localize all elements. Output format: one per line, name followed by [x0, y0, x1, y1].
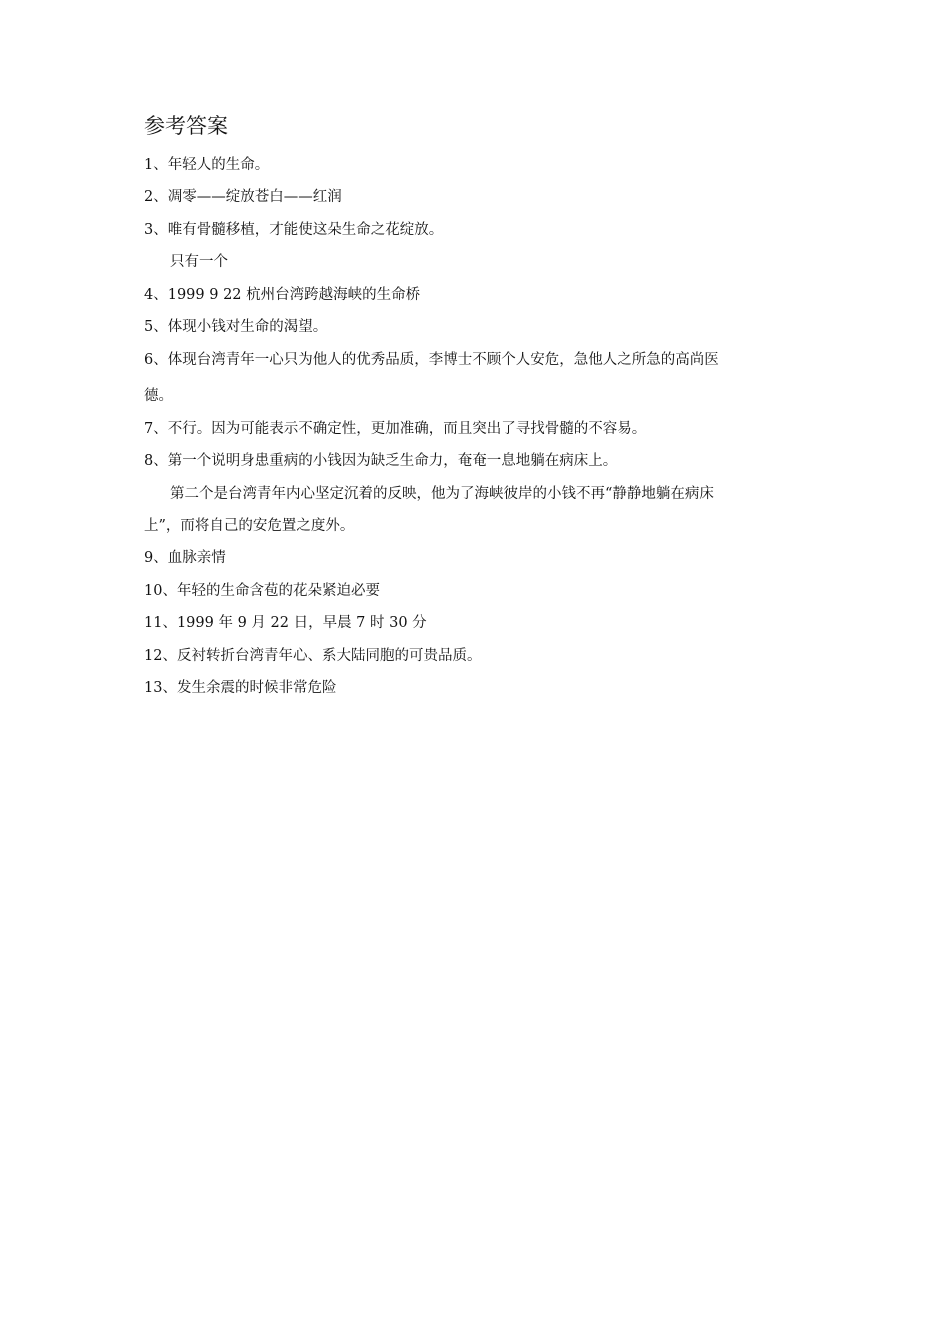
answer-12: 12、反衬转折台湾青年心、系大陆同胞的可贵品质。 [144, 648, 482, 664]
answer-7: 7、不行。因为可能表示不确定性，更加准确，而且突出了寻找骨髓的不容易。 [144, 421, 647, 437]
answer-5: 5、体现小钱对生命的渴望。 [144, 319, 328, 335]
answer-10: 10、年轻的生命含苞的花朵紧迫必要 [144, 583, 380, 599]
answer-8-paragraph-2: 第二个是台湾青年内心坚定沉着的反映，他为了海峡彼岸的小钱不再“静静地躺在病床 [170, 486, 714, 502]
answer-8: 8、第一个说明身患重病的小钱因为缺乏生命力，奄奄一息地躺在病床上。 [144, 453, 618, 469]
answer-2: 2、凋零——绽放苍白——红润 [144, 189, 342, 205]
answer-9: 9、血脉亲情 [144, 550, 226, 566]
answer-6: 6、体现台湾青年一心只为他人的优秀品质，李博士不顾个人安危，急他人之所急的高尚医 [144, 352, 719, 368]
answer-6-continuation: 德。 [144, 388, 173, 404]
answer-11: 11、1999 年 9 月 22 日，早晨 7 时 30 分 [144, 615, 427, 631]
answer-4: 4、1999 9 22 杭州台湾跨越海峡的生命桥 [144, 287, 421, 303]
answer-3: 3、唯有骨髓移植，才能使这朵生命之花绽放。 [144, 222, 444, 238]
answer-3-continuation: 只有一个 [170, 254, 228, 270]
page-title: 参考答案 [144, 114, 228, 138]
answer-13: 13、发生余震的时候非常危险 [144, 680, 337, 696]
answer-8-continuation: 上”，而将自己的安危置之度外。 [144, 518, 355, 534]
answer-1: 1、年轻人的生命。 [144, 157, 270, 173]
